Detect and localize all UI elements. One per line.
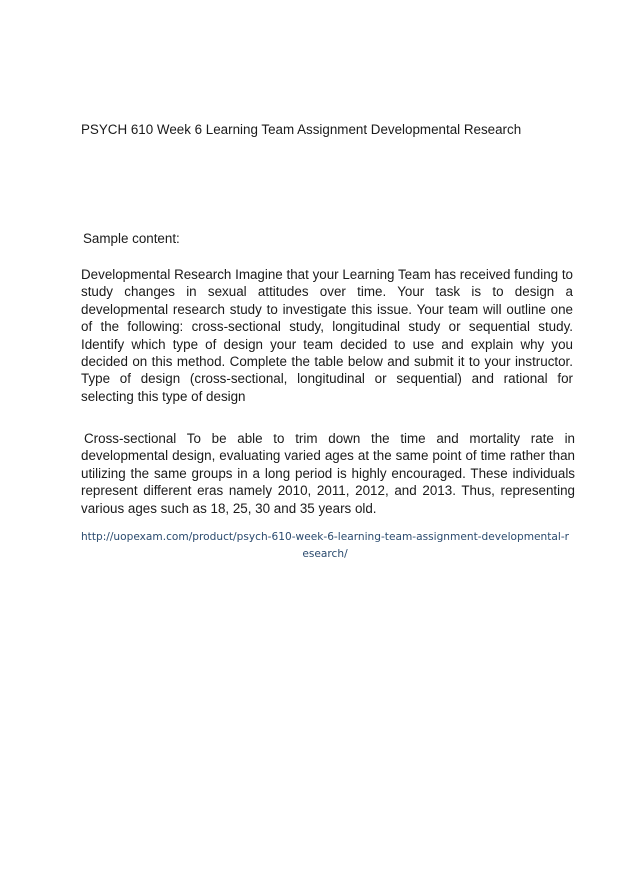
document-title: PSYCH 610 Week 6 Learning Team Assignment Developmental Research: [81, 122, 522, 137]
sample-content-label: Sample content:: [83, 231, 180, 246]
cross-sectional-paragraph: [81, 430, 575, 517]
product-link[interactable]: http://uopexam.com/product/psych-610-week-6-learning-team-assignment-developmental-research/: [80, 531, 570, 560]
developmental-research-paragraph: Developmental Research Imagine that your Learning Team has received funding to study changes in sexual attitudes over time. Your task is to design a developmental research study to investigate this issue. Your team will outline one of the following: cross-sectional study, longitudinal study or sequential study. Identify which type of design your team decided to use and explain why you decided on this method. Complete the table below and submit it to your instructor. Type of design (cross-sectional, longitudinal or sequential) and rational for selecting this type of design: [81, 267, 573, 404]
cross-sectional-text: Cross-sectional To be able to trim down the time and mortality rate in developmental design, evaluating varied ages at the same point of time rather than utilizing the same groups in a long period is highly encouraged. These individuals represent different eras namely 2010, 2011, 2012, and 2013. Thus, representing various ages such as 18, 25, 30 and 35 years old.: [81, 431, 575, 516]
